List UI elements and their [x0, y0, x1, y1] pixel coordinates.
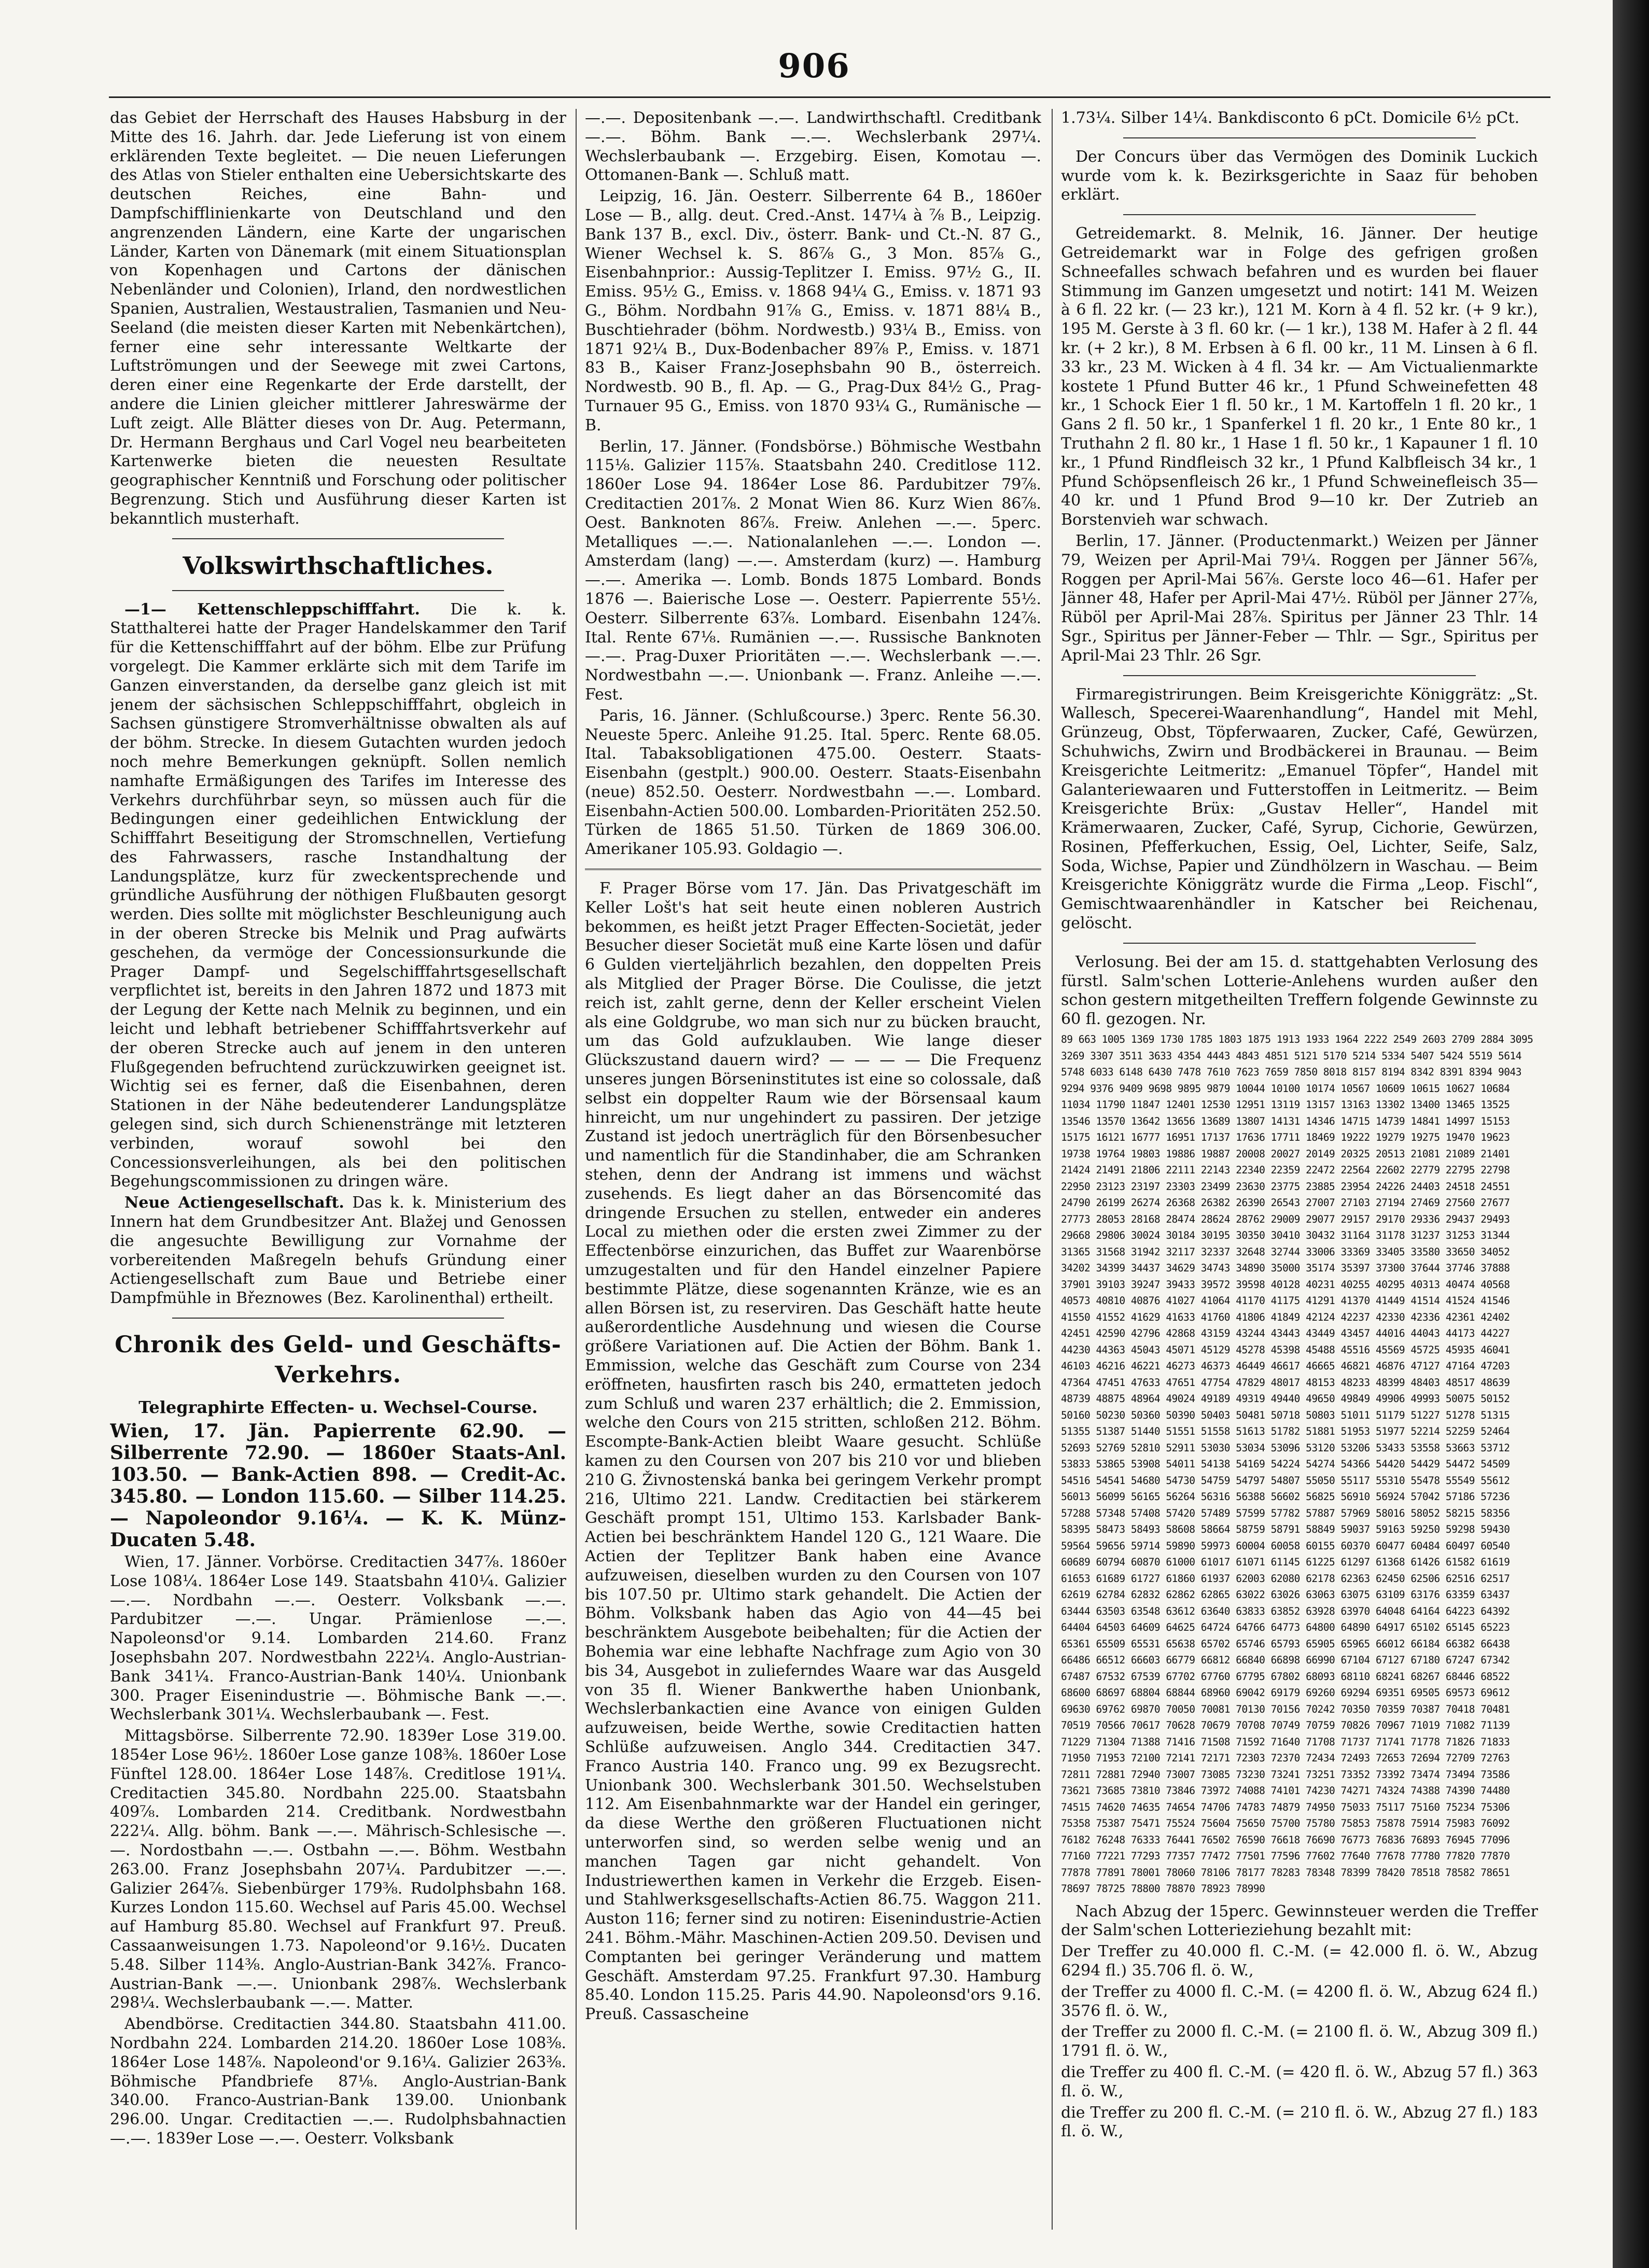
- wien-mittagsboerse: Mittagsbörse. Silberrente 72.90. 1839er Lose 319.00. 1854er Lose 96½. 1860er Lose ganze 108⅜. 1860er Lose Fünftel 128.00. 1864er Lose 148⅞. Creditlose 191¼. Creditactien 345.80. Nordbahn 225.00. Staatsbahn 409⅞. Lombarden 214. Creditbank. Nordwestbahn 222¼. Allg. böhm. Bank —.—. Mährisch-Schlesische —.—. Nordostbahn —.—. Ostbahn —.—. Böhm. Westbahn 263.00. Franz Josephsbahn 207¼. Pardubitzer —.—. Galizier 264⅞. Siebenbürger 179⅜. Rudolphsbahn 168. Kurzes London 115.60. Wechsel auf Paris 45.00. Wechsel auf Hamburg 85.80. Wechsel auf Frankfurt 97. Preuß. Cassaanweisungen 1.73. Napoleond'or 9.16½. Ducaten 5.48. Silber 114⅜. Anglo-Austrian-Bank 342⅞. Franco-Austrian-Bank —.—. Unionbank 298⅞. Wechslerbank 298¼. Wechslerbaubank —.—. Matter.: [110, 1727, 566, 2012]
- article-lead: —1— Kettenschleppschifffahrt.: [124, 600, 420, 619]
- concurs-notice: Der Concurs über das Vermögen des Dominik Luckich wurde vom k. k. Bezirksgerichte in Saaz für behoben erklärt.: [1061, 147, 1538, 204]
- divider: [1123, 214, 1476, 215]
- berlin-fondsboerse: Berlin, 17. Jänner. (Fondsbörse.) Böhmische Westbahn 115⅛. Galizier 115⅞. Staatsbahn 240. Creditlose 112. 1860er Lose 94. 1864er Lose 86. Pardubitzer 79⅞. Creditactien 201⅞. 2 Monat Wien 86. Kurz Wien 86⅞. Oest. Banknoten 86⅞. Freiw. Anlehen —.—. 5perc. Metalliques —.—. Nationalanlehen —.—. London —. Amsterdam (lang) —.—. Amsterdam (kurz) —. Hamburg —.—. Amerika —. Lomb. Bonds 1875 Lombard. Bonds 1876 —. Baierische Lose —. Oesterr. Papierrente 55½. Oesterr. Silberrente 63⅞. Lombard. Eisenbahn 124⅞. Ital. Rente 67⅛. Rumänien —.—. Russische Banknoten —.—. Prag-Duxer Prioritäten —.—. Wechslerbank —.—. Nordwestbahn —.—. Unionbank —. Franz. Anleihe —.—. Fest.: [585, 437, 1041, 704]
- continued-courses: 1.73¼. Silber 14¼. Bankdisconto 6 pCt. Domicile 6½ pCt.: [1061, 109, 1520, 127]
- page-binding-edge: [1613, 0, 1649, 2268]
- getreidemarkt-melnik: Getreidemarkt. 8. Melnik, 16. Jänner. Der heutige Getreidemarkt war in Folge des gefrigen großen Schneefalles schwach befahren und es wurden bei flauer Stimmung im Ganzen umgesetzt und notirt: 141 M. Weizen à 6 fl. 22 kr. (— 23 kr.), 121 M. Korn à 4 fl. 52 kr. (+ 9 kr.), 195 M. Gerste à 3 fl. 60 kr. (— 1 kr.), 138 M. Hafer à 2 fl. 44 kr. (+ 2 kr.), 8 M. Erbsen à 6 fl. 00 kr., 11 M. Linsen à 6 fl. 33 kr., 23 M. Wicken à 4 fl. 34 kr. — Am Victualienmarkte kostete 1 Pfund Butter 46 kr., 1 Pfund Schweinefetten 48 kr., 1 Schock Eier 1 fl. 50 kr., 1 M. Kartoffeln 1 fl. 20 kr., 1 Gans 2 fl. 50 kr., 1 Spanferkel 1 fl. 20 kr., 1 Ente 80 kr., 1 Truthahn 2 fl. 80 kr., 1 Hase 1 fl. 50 kr., 1 Kapauner 1 fl. 10 kr., 1 Pfund Rindfleisch 32 kr., 1 Pfund Kalbfleisch 34 kr., 1 Pfund Schöpsenfleisch 26 kr., 1 Pfund Schweinefleisch 35—40 kr. und 1 Pfund Brod 9—10 kr. Der Zutrieb an Borstenvieh war schwach.: [1061, 225, 1538, 529]
- divider: [172, 1318, 504, 1319]
- continued-courses: —.—. Depositenbank —.—. Landwirthschaftl. Creditbank —.—. Böhm. Bank —.—. Wechslerbank 297¼. Wechslerbaubank —. Erzgebirg. Eisen, Komotau —. Ottomanen-Bank —. Schluß matt.: [585, 109, 1041, 185]
- column-separator: [576, 109, 577, 2230]
- column-1: [110, 109, 566, 2235]
- verlosung-intro: Verlosung. Bei der am 15. d. stattgehabten Verlosung des fürstl. Salm'schen Lotterie-Anlehens wurden außer den schon gestern mitgetheilten Treffern folgende Gewinnste zu 60 fl. gezogen. Nr.: [1061, 953, 1538, 1029]
- telegraph-courses: Wien, 17. Jän. Papierrente 62.90. — Silberrente 72.90. — 1860er Staats-Anl. 103.50. — Bank-Actien 898. — Credit-Ac. 345.80. — London 115.60. — Silber 114.25. — Napoleondor 9.16¼. — K. K. Münz-Ducaten 5.48.: [110, 1420, 566, 1551]
- lottery-number-table: 89 663 1005 1369 1730 1785 1803 1875 1913 1933 1964 2222 2549 2603 2709 2884 3095 3269 3307 3511 3633 4354 4443 4843 4851 5121 5170 5214 5334 5407 5424 5519 5614 5748 6033 6148 6430 7478 7610 7623 7659 7850 8018 8157 8194 8342 8391 8394 9043 9294 9376 9409 9698 9895 9879 10044 10100 10174 10567 10609 10615 10627 10684 11034 11790 11847 12401 12530 12951 13119 13157 13163 13302 13400 13465 13525 13546 13570 13642 13656 13689 13807 14131 14346 14715 14739 14841 14997 15153 15175 16121 16777 16951 17137 17636 17711 18469 19222 19279 19275 19470 19623 19738 19764 19803 19886 19887 20008 20027 20149 20325 20513 21081 21089 21401 21424 21491 21806 22111 22143 22340 22359 22472 22564 22602 22779 22795 22798 22950 23123 23197 23303 23499 23630 23775 23885 23954 24226 24403 24518 24551 24790 26199 26274 26368 26382 26390 26543 27007 27103 27194 27469 27560 27677 27773 28053 28168 28474 28624 28762 29009 29077 29157 29170 29336 29437 29493 29668 29806 30024 30184 30195 30350 30410 30432 31164 31178 31237 31253 31344 31365 31568 31942 32117 32337 32648 32744 33006 33369 33405 33580 33650 34052 34202 34399 34437 34629 34743 34890 35000 35174 35397 37300 37644 37746 37888 37901 39103 39247 39433 39572 39598 40128 40231 40255 40295 40313 40474 40568 40573 40810 40876 41027 41064 41170 41175 41291 41370 41449 41514 41524 41546 41550 41552 41629 41633 41760 41806 41849 42124 42237 42330 42336 42361 42402 42451 42590 42796 42868 43159 43244 43443 43449 43457 44016 44043 44173 44227 44230 44363 45043 45071 45129 45278 45398 45488 45516 45569 45725 45935 46041 46103 46216 46221 46273 46373 46449 46617 46665 46821 46876 47127 47164 47203 47364 47451 47633 47651 47754 47829 48017 48153 48233 48399 48403 48517 48639 48739 48875 48964 49024 49189 49319 49440 49650 49849 49906 49993 50075 50152 50160 50230 50360 50390 50403 50481 50718 50803 51011 51179 51227 51278 51315 51355 51387 51440 51551 51558 51613 51782 51881 51953 51977 52214 52259 52464 52693 52769 52810 52911 53030 53034 53096 53120 53206 53433 53558 53663 53712 53833 53865 53908 54011 54138 54169 54224 54274 54366 54420 54429 54472 54509 54516 54541 54680 54730 54759 54797 54807 55050 55117 55310 55478 55549 55612 56013 56099 56165 56264 56316 56388 56602 56825 56910 56924 57042 57186 57236 57288 57348 57408 57420 57489 57599 57782 57887 57969 58016 58052 58215 58356 58395 58473 58493 58608 58664 58759 58791 58849 59037 59163 59250 59298 59430 59564 59656 59714 59890 59973 60004 60058 60155 60370 60477 60484 60497 60540 60689 60794 60870 61000 61017 61071 61145 61225 61297 61368 61426 61582 61619 61653 61689 61727 61860 61937 62003 62080 62178 62363 62450 62506 62516 62517 62619 62784 62832 62862 62865 63022 63026 63063 63075 63109 63176 63359 63437 63444 63503 63548 63612 63640 63833 63852 63928 63970 64048 64164 64223 64392 64404 64503 64609 64625 64724 64766 64773 64800 64890 64917 65102 65145 65223 65361 65509 65531 65638 65702 65746 65793 65905 65965 66012 66184 66382 66438 66486 66512 66603 66779 66812 66840 66898 66990 67104 67127 67180 67247 67342 67487 67532 67539 67702 67760 67795 67802 68093 68110 68241 68267 68446 68522 68600 68697 68804 68844 68960 69042 69179 69260 69294 69351 69505 69573 69612 69630 69762 69870 70050 70081 70130 70156 70242 70350 70359 70387 70418 70481 70519 70566 70617 70628 70679 70708 70749 70759 70826 70967 71019 71082 71139 71229 71304 71388 71416 71508 71592 71640 71708 71737 71741 71778 71826 71833 71950 71953 72100 72141 72171 72303 72370 72434 72493 72653 72694 72709 72763 72811 72881 72940 73007 73085 73230 73241 73251 73352 73392 73474 73494 73586 73621 73685 73810 73846 73972 74088 74101 74230 74271 74324 74388 74390 74480 74515 74620 74635 74654 74706 74783 74879 74950 75033 75117 75160 75234 75306 75358 75387 75471 75524 75604 75650 75700 75780 75853 75878 75914 75983 76092 76182 76248 76333 76441 76502 76590 76618 76690 76773 76836 76893 76945 77096 77160 77221 77293 77357 77472 77501 77596 77602 77640 77678 77780 77820 77870 77878 77891 78001 78060 78106 78177 78283 78348 78399 78420 78518 78582 78651 78697 78725 78800 78870 78923 78990: [1061, 1033, 1533, 1895]
- salm-lottery-heading: Nach Abzug der 15perc. Gewinnsteuer werden die Treffer der Salm'schen Lotterieziehung bezahlt mit:: [1061, 1902, 1538, 1940]
- firmaregistrierungen: Firmaregistrirungen. Beim Kreisgerichte Königgrätz: „St. Wallesch, Specerei-Waarenhandlung“, Handel mit Mehl, Grünzeug, Obst, Töpferwaaren, Zucker, Café, Gewürzen, Schuhwichs, Zwirn und Brodbäckerei in Braunau. — Beim Kreisgerichte Leitmeritz: „Emanuel Töpfer“, Handel mit Galanteriewaaren und Futterstoffen in Leitmeritz. — Beim Kreisgerichte Brüx: „Gustav Heller“, Handel mit Krämerwaaren, Zucker, Café, Syrup, Cichorie, Gewürzen, Rosinen, Pfefferkuchen, Essig, Oel, Lichter, Seife, Salz, Soda, Wichse, Papier und Zündhölzern in Waschau. — Beim Kreisgerichte Königgrätz wurde die Firma „Leop. Fischl“, Gemischtwaarenhändler in Katscher bei Reichenau, gelöscht.: [1061, 685, 1538, 933]
- kettenschifffahrt-article: [110, 600, 566, 1192]
- article-body: Die k. k. Statthalterei hatte der Prager Handelskammer den Tarif für die Kettenschifffahrt auf der böhm. Elbe zur Prüfung vorgelegt. Die Kammer erklärte sich mit dem Tarife im Ganzen einverstanden, da derselbe ganz gleich ist mit jenem der sächsischen Schleppschifffahrt, obgleich in Sachsen günstigere Stromverhältnisse obwalten als auf der böhm. Strecke. In diesem Gutachten wurden jedoch noch mehre Bemerkungen geknüpft. Sollen nemlich namhafte Ermäßigungen des Tarifes im Interesse des Verkehrs durchführbar seyn, so müssen auch für die Bedingungen einer gedeihlichen Entwicklung der Schifffahrt Beseitigung der Stromschnellen, Vertiefung des Fahrwassers, rasche Instandhaltung der Landungsplätze, kurz für zweckentsprechende und gründliche Ausführung der nöthigen Flußbauten gesorgt werden. Dies sollte mit möglichster Beschleunigung auch in der oberen Strecke bis Melnik und Prag aufwärts geschehen, da vermöge der Concessionsurkunde die Prager Dampf- und Segelschifffahrtsgesellschaft verpflichtet ist, bereits in den Jahren 1872 und 1873 mit der Legung der Kette nach Melnik zu beginnen, und ein leicht und lebhaft betriebener Schifffahrtsverkehr auf der oberen Strecke auch auf jenem in den unteren Flußgegenden befruchtend zurückzuwirken geeignet ist. Wichtig sei es ferner, daß die Eisenbahnen, deren Stationen in der Nähe bedeutenderer Landungsplätze gelegen sind, sich durch Schienenstränge mit letzteren verbinden, worauf sowohl bei den Concessionsverleihungen, als bei den politischen Begehungscommissionen zu dringen wäre.: [110, 600, 566, 1191]
- actiengesellschaft-article: [110, 1194, 566, 1308]
- atlas-paragraph: das Gebiet der Herrschaft des Hauses Habsburg in der Mitte des 16. Jahrh. dar. Jede Lieferung ist von einem erklärenden Texte begleitet. — Die neuen Lieferungen des Atlas von Stieler enthalten eine Uebersichtskarte des deutschen Reiches, eine Bahn- und Dampfschifflinienkarte von Deutschland und den angrenzenden Ländern, eine Karte der ungarischen Länder, Karten von Dänemark (mit einem Situationsplan von Kopenhagen und Cartons der dänischen Nebenländer und Colonien), Irland, den nordwestlichen Spanien, Australien, Westaustralien, Tasmanien und Neu-Seeland (die meisten dieser Karten mit Nebenkärtchen), ferner eine sehr interessante Weltkarte der Luftströmungen und der Seewege mit zwei Cartons, deren einer eine Regenkarte der Erde darstellt, der andere die Linien gleicher mittlerer Jahreswärme der Luft zeigt. Alle Blätter dieses von Dr. Aug. Petermann, Dr. Hermann Berghaus und Carl Vogel neu bearbeiteten Kartenwerke bieten die neuesten Resultate geographischer Kenntniß und Forschung oder politischer Begrenzung. Stich und Ausführung dieser Karten ist bekanntlich musterhaft.: [110, 109, 566, 528]
- column-3: [1061, 109, 1538, 2235]
- section-heading-chronik: Chronik des Geld- und Geschäfts-Verkehrs.: [115, 1332, 562, 1389]
- divider: [172, 590, 504, 591]
- salm-prize-line: die Treffer zu 400 fl. C.-M. (= 420 fl. ö. W., Abzug 57 fl.) 363 fl. ö. W.,: [1061, 2063, 1538, 2101]
- salm-prize-line: die Treffer zu 200 fl. C.-M. (= 210 fl. ö. W., Abzug 27 fl.) 183 fl. ö. W.,: [1061, 2103, 1538, 2141]
- salm-prize-line: der Treffer zu 4000 fl. C.-M. (= 4200 fl. ö. W., Abzug 624 fl.) 3576 fl. ö. W.,: [1061, 1982, 1538, 2020]
- divider: [1123, 675, 1476, 676]
- leipzig-courses: Leipzig, 16. Jän. Oesterr. Silberrente 64 B., 1860er Lose — B., allg. deut. Cred.-Anst. 147¼ à ⅞ B., Leipzig. Bank 137 B., excl. Div., österr. Bank- und Ct.-N. 87 G., Wiener Wechsel k. S. 86⅞ G., 3 Mon. 85⅞ G., Eisenbahnprior.: Aussig-Teplitzer I. Emiss. 97½ G., II. Emiss. 95½ G., Emiss. v. 1868 94¼ G., Emiss. v. 1871 93 G., Böhm. Nordbahn 91⅞ G., Emiss. v. 1871 88¼ B., Buschtiehrader (böhm. Nordwestb.) 93¼ B., Emiss. von 1871 92¼ B., Dux-Bodenbacher 89⅞ P., Emiss. v. 1871 83 B., Kaiser Franz-Josephsbahn 90 B., österreich. Nordwestb. 90 B., fl. Ap. — G., Prag-Dux 84½ G., Prag-Turnauer 95 G., Emiss. von 1870 93¼ G., Rumänische — B.: [585, 187, 1041, 435]
- wien-abendboerse: Abendbörse. Creditactien 344.80. Staatsbahn 411.00. Nordbahn 224. Lombarden 214.20. 1860er Lose 108⅜. 1864er Lose 148⅞. Napoleond'or 9.16¼. Galizier 263⅜. Böhmische Pfandbriefe 87⅛. Anglo-Austrian-Bank 340.00. Franco-Austrian-Bank 139.00. Unionbank 296.00. Ungar. Creditactien —.—. Rudolphsbahnactien —.—. 1839er Lose —.—. Oesterr. Volksbank: [110, 2015, 566, 2148]
- divider: [1123, 943, 1476, 944]
- section-heading-volkswirthschaft: Volkswirthschaftliches.: [183, 551, 494, 580]
- paris-courses: Paris, 16. Jänner. (Schlußcourse.) 3perc. Rente 56.30. Neueste 5perc. Anleihe 91.25. Ital. 5perc. Rente 68.05. Ital. Tabaksobligationen 475.00. Oesterr. Staats-Eisenbahn (gestplt.) 900.00. Oesterr. Staats-Eisenbahn (neue) 852.50. Oesterr. Nordwestbahn —.—. Lombard. Eisenbahn-Actien 500.00. Lombarden-Prioritäten 252.50. Türken de 1865 51.50. Türken de 1869 306.00. Amerikaner 105.93. Goldagio —.: [585, 706, 1041, 859]
- prager-boerse-report: F. Prager Börse vom 17. Jän. Das Privatgeschäft im Keller Lošt's hat seit heute einen nobleren Austrich bekommen, es heißt jetzt Prager Effecten-Societät, jeder Besucher dieser Societät muß eine Karte lösen und dafür 6 Gulden vierteljährlich bezahlen, den doppelten Preis als Mitglied der Prager Börse. Die Coulisse, die jetzt reich ist, zahlt gerne, denn der Keller erscheint Vielen als eine Goldgrube, wo man sich nur zu bücken braucht, um das Gold aufzuklauben. Wie lange dieser Glückszustand dauern wird? — — — — Die Frequenz unseres jungen Börseninstitutes ist eine so colossale, daß selbst ein doppelter Raum wie der Börsensaal kaum hinreicht, um nur ungehindert zu passiren. Der jetzige Zustand ist jedoch unerträglich für den Börsenbesucher und namentlich für die Standinhaber, die am Schranken stehen, denn der Andrang ist immens und wächst zusehends. Es liegt daher an das Börsencomité das dringende Ersuchen zu stellen, entweder ein anderes Local zu miethen oder die ersten zwei Zimmer zu der Effectenbörse einzurichen, das Buffet zur Waarenbörse umzugestalten und für den Handel einzelner Papiere bestimmte Plätze, diese sogenannten Kränze, wie es an allen Börsen ist, zu reserviren. Das Geschäft hatte heute außerordentliche Ausdehnung und wiesen die Course größere Variationen auf. Die Actien der Böhm. Bank 1. Emmission, welche das Geschäft zum Course von 234 eröffneten, hausfirten rasch bis 240, ermatteten jedoch zum Schluß und waren 237 erhältlich; die 2. Emmission, welche den Cours von 215 stritten, schloßen 212. Böhm. Escompte-Bank-Actien bleibt Waare gesucht. Schlüße kamen zu den Coursen von 207 bis 210 vor und blieben 210 G. Živnostenská banka bei geringem Verkehr prompt 216, Ultimo 221. Landw. Creditactien bei stärkerem Geschäft prompt 151, Ultimo 153. Karlsbader Bank-Actien bei beschränktem Handel 120 G., 121 Waare. Die Actien der Teplitzer Bank haben eine Avance aufzuweisen, dieselben wurden zu den Coursen von 107 bis 107.50 pr. Ultimo stark gehandelt. Die Actien der Böhm. Volksbank haben das Agio von 44—45 bei beschränktem Ausgebote beibehalten; für die Actien der Bohemia war eine lebhafte Nachfrage zum Agio von 30 bis 34, Ausgebot in zulieferndes Waare war das Ausgeld von 35 fl. Wiener Bankwerthe haben Unionbank, Wechslerbankactien eine Avance von einigen Gulden aufzuweisen, beide Werthe, sowie Creditactien hatten Schlüße aufzuweisen. Anglo 344. Creditactien 347. Franco Austria 140. Franco ung. 99 ex Bezugsrecht. Unionbank 300. Wechslerbank 301.50. Wechselstuben 112. Am Eisenbahnmarkte war der Handel ein geringer, da diese Werthe den größeren Fluctuationen nicht unterworfen sind, so werden selbe wenig und an manchen Tagen gar nicht gehandelt. Von Industriewerthen kamen in Verkehr die Erzgeb. Eisen- und Stahlwerksgesellschafts-Actien 86.75. Waggon 211. Auston 116; ferner sind zu notiren: Eisenindustrie-Actien 241. Böhm.-Mähr. Maschinen-Actien 209.50. Devisen und Comptanten bei geringer Veränderung und mattem Geschäft. Amsterdam 97.25. Frankfurt 97.30. Hamburg 85.40. London 115.25. Paris 44.90. Napoleonsd'ors 9.16. Preuß. Cassascheine: [585, 879, 1041, 2024]
- header-rule: [109, 96, 1550, 98]
- salm-prize-line: Der Treffer zu 40.000 fl. C.-M. (= 42.000 fl. ö. W., Abzug 6294 fl.) 35.706 fl. ö. W.,: [1061, 1942, 1538, 1980]
- salm-prize-line: der Treffer zu 2000 fl. C.-M. (= 2100 fl. ö. W., Abzug 309 fl.) 1791 fl. ö. W.,: [1061, 2023, 1538, 2061]
- divider: [585, 869, 1041, 870]
- telegraph-heading: Telegraphirte Effecten- u. Wechsel-Course.: [138, 1397, 538, 1418]
- berlin-productenmarkt: Berlin, 17. Jänner. (Productenmarkt.) Weizen per Jänner 79, Weizen per April-Mai 79¼. Roggen per Jänner 56⅞, Roggen per April-Mai 56⅞. Gerste loco 46—61. Hafer per Jänner 48, Hafer per April-Mai 47½. Rüböl per Jänner 27⅞, Rüböl per April-Mai 28⅞. Spiritus per Jänner 23 Thlr. 14 Sgr., Spiritus per Jänner-Feber — Thlr. — Sgr., Spiritus per April-Mai 23 Thlr. 26 Sgr.: [1061, 531, 1538, 665]
- page-number: 906: [778, 47, 850, 86]
- wien-vorboerse: Wien, 17. Jänner. Vorbörse. Creditactien 347⅞. 1860er Lose 108¼. 1864er Lose 149. Staatsbahn 410¼. Galizier —.—. Nordbahn —.—. Oesterr. Volksbank —.—. Pardubitzer —.—. Ungar. Prämienlose —.—. Napoleonsd'or 9.14. Lombarden 214.60. Franz Josephsbahn 207. Nordwestbahn 222¼. Anglo-Austrian-Bank 341¼. Franco-Austrian-Bank 140¼. Unionbank 300. Prager Eisenindustrie —. Böhmische Bank —.—. Wechslerbank 301¼. Wechslerbaubank —. Fest.: [110, 1553, 566, 1724]
- column-2: [585, 109, 1041, 2235]
- article-body: Das k. k. Ministerium des Innern hat dem Grundbesitzer Ant. Blažej und Genossen die angesuchte Bewilligung zur Vornahme der vorbereitenden Maßregeln behufs Gründung einer Actiengesellschaft zum Baue und Betriebe einer Dampfmühle in Březnowes (Bez. Karolinenthal) ertheilt.: [110, 1194, 566, 1308]
- article-lead: Neue Actiengesellschaft.: [124, 1194, 344, 1212]
- divider: [172, 538, 504, 539]
- column-separator: [1052, 109, 1053, 2230]
- divider: [1123, 137, 1476, 138]
